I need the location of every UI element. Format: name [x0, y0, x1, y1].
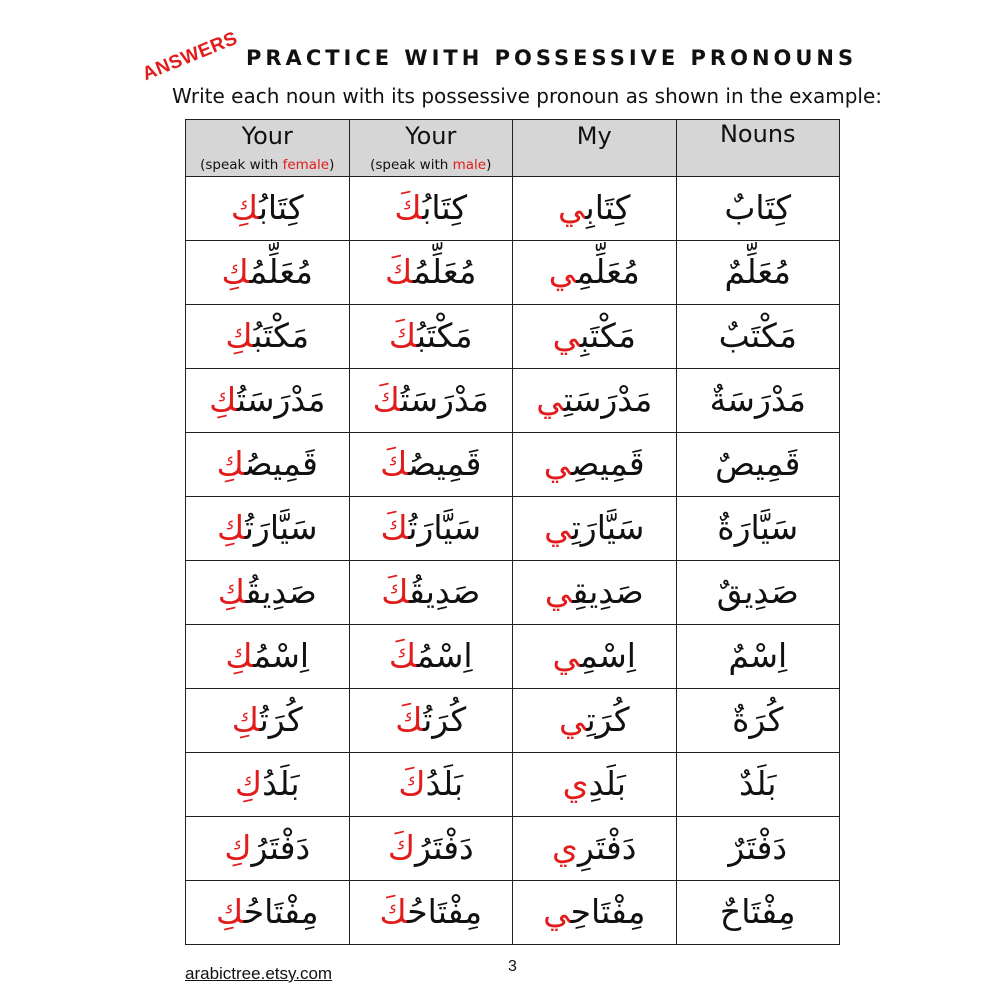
- cell-your-female-stem: مُعَلِّمُ: [249, 252, 313, 292]
- cell-my-stem: قَمِيصِ: [571, 444, 645, 484]
- cell-your-female: [186, 433, 350, 497]
- header-nouns-label: Nouns: [719, 120, 796, 148]
- cell-your-male: [349, 817, 513, 881]
- noun-word: صَدِيقٌ: [716, 572, 799, 612]
- answers-stamp: ANSWERS: [139, 27, 241, 86]
- cell-your-female: [186, 497, 350, 561]
- table-row: [186, 497, 840, 561]
- cell-your-female-stem: صَدِيقُ: [245, 572, 317, 612]
- table-row: [186, 241, 840, 305]
- noun-word: مَكْتَبٌ: [718, 316, 797, 356]
- cell-your-female-suffix: كِ: [221, 252, 250, 292]
- cell-your-male: [349, 433, 513, 497]
- table-row: [186, 881, 840, 945]
- noun-word: بَلَدٌ: [739, 764, 777, 804]
- header-row: [186, 120, 840, 177]
- cell-your-female-suffix: كِ: [216, 508, 245, 548]
- cell-your-male: [349, 625, 513, 689]
- cell-my: [513, 561, 677, 625]
- cell-noun: [676, 177, 840, 241]
- cell-your-female: [186, 625, 350, 689]
- cell-your-male-suffix: كَ: [394, 188, 423, 228]
- cell-your-male-suffix: كَ: [395, 700, 424, 740]
- cell-your-female-suffix: كِ: [225, 316, 254, 356]
- table-row: [186, 177, 840, 241]
- cell-noun: [676, 753, 840, 817]
- cell-your-female-suffix: كِ: [216, 444, 245, 484]
- noun-word: كِتَابٌ: [724, 188, 792, 228]
- cell-my-suffix: ي: [562, 764, 589, 804]
- table-row: [186, 689, 840, 753]
- cell-my: [513, 753, 677, 817]
- cell-your-male-suffix: كَ: [380, 508, 409, 548]
- noun-word: اِسْمٌ: [728, 636, 788, 676]
- cell-noun: [676, 369, 840, 433]
- cell-my-stem: دَفْتَرِ: [577, 828, 637, 868]
- page-title: PRACTICE WITH POSSESSIVE PRONOUNS: [246, 46, 858, 70]
- cell-your-female-suffix: كِ: [224, 828, 252, 868]
- header-your-female-label: Your: [241, 122, 293, 150]
- cell-my: [513, 817, 677, 881]
- table-row: [186, 817, 840, 881]
- cell-your-female-suffix: كِ: [217, 572, 246, 612]
- noun-word: قَمِيصٌ: [715, 444, 801, 484]
- cell-your-male-suffix: كَ: [372, 380, 401, 420]
- cell-your-male: [349, 689, 513, 753]
- cell-your-male: [349, 561, 513, 625]
- cell-my-suffix: ي: [552, 828, 578, 868]
- cell-your-male-suffix: كَ: [385, 252, 413, 292]
- cell-noun: [676, 881, 840, 945]
- cell-your-male-stem: مِفْتَاحُ: [407, 892, 483, 932]
- cell-your-female: [186, 241, 350, 305]
- cell-your-male: [349, 177, 513, 241]
- noun-word: سَيَّارَةٌ: [717, 508, 799, 548]
- cell-noun: [676, 689, 840, 753]
- cell-your-male-stem: سَيَّارَتُ: [408, 508, 482, 548]
- cell-my-stem: مُعَلِّمِ: [576, 252, 640, 292]
- cell-your-male-stem: صَدِيقُ: [409, 572, 481, 612]
- cell-your-male-suffix: كَ: [379, 892, 408, 932]
- cell-your-female: [186, 689, 350, 753]
- cell-my-stem: مَكْتَبِ: [580, 316, 636, 356]
- cell-your-female: [186, 305, 350, 369]
- cell-noun: [676, 561, 840, 625]
- cell-noun: [676, 433, 840, 497]
- cell-your-male-suffix: كَ: [381, 572, 410, 612]
- cell-your-male-suffix: كَ: [388, 316, 417, 356]
- cell-my-stem: صَدِيقِ: [572, 572, 644, 612]
- cell-your-male-stem: اِسْمُ: [416, 636, 473, 676]
- cell-your-female: [186, 177, 350, 241]
- cell-your-male-suffix: كَ: [388, 636, 417, 676]
- footer-shop-link[interactable]: arabictree.etsy.com: [185, 964, 333, 983]
- cell-your-female: [186, 369, 350, 433]
- cell-my-stem: اِسْمِ: [580, 636, 636, 676]
- cell-your-female-stem: كِتَابُ: [258, 188, 304, 228]
- cell-my-stem: مَدْرَسَتِ: [563, 380, 653, 420]
- cell-my: [513, 497, 677, 561]
- cell-your-male: [349, 369, 513, 433]
- noun-word: كُرَةٌ: [732, 700, 784, 740]
- cell-my-stem: كِتَابِ: [585, 188, 631, 228]
- cell-my-suffix: ي: [544, 572, 573, 612]
- cell-noun: [676, 305, 840, 369]
- table-row: [186, 305, 840, 369]
- noun-word: دَفْتَرٌ: [728, 828, 788, 868]
- header-your-male-note: (speak with male): [370, 157, 492, 173]
- cell-noun: [676, 241, 840, 305]
- cell-your-female-stem: قَمِيصُ: [244, 444, 318, 484]
- cell-your-female: [186, 881, 350, 945]
- cell-your-male-stem: كِتَابُ: [422, 188, 468, 228]
- cell-my: [513, 241, 677, 305]
- cell-your-male: [349, 881, 513, 945]
- header-my: [513, 120, 677, 177]
- cell-your-female-suffix: كِ: [234, 764, 263, 804]
- cell-your-female-stem: كُرَتُ: [259, 700, 303, 740]
- header-nouns: [676, 120, 840, 177]
- cell-your-male-suffix: كَ: [398, 764, 426, 804]
- table-row: [186, 561, 840, 625]
- cell-my-suffix: ي: [552, 316, 581, 356]
- cell-my-suffix: ي: [544, 508, 572, 548]
- cell-my: [513, 369, 677, 433]
- cell-noun: [676, 817, 840, 881]
- cell-your-female: [186, 561, 350, 625]
- cell-my-suffix: ي: [543, 892, 571, 932]
- cell-your-female-stem: سَيَّارَتُ: [244, 508, 318, 548]
- cell-your-female-stem: مِفْتَاحُ: [243, 892, 319, 932]
- cell-my-stem: بَلَدِ: [588, 764, 626, 804]
- header-my-label: My: [576, 122, 612, 150]
- table-row: [186, 625, 840, 689]
- table-body: [186, 177, 840, 945]
- cell-your-female: [186, 817, 350, 881]
- cell-your-female: [186, 753, 350, 817]
- cell-your-female-stem: دَفْتَرُ: [251, 828, 311, 868]
- header-your-male: [349, 120, 513, 177]
- noun-word: مِفْتَاحٌ: [719, 892, 796, 932]
- cell-your-female-suffix: كِ: [231, 700, 260, 740]
- cell-your-female-suffix: كِ: [225, 636, 254, 676]
- cell-my-suffix: ي: [548, 252, 577, 292]
- cell-my: [513, 177, 677, 241]
- cell-your-male-suffix: كَ: [387, 828, 416, 868]
- cell-your-male-stem: دَفْتَرُ: [415, 828, 474, 868]
- cell-my-stem: سَيَّارَتِ: [571, 508, 645, 548]
- cell-your-male-stem: قَمِيصُ: [407, 444, 482, 484]
- table-row: [186, 369, 840, 433]
- header-your-male-label: Your: [405, 122, 457, 150]
- cell-your-female-stem: بَلَدُ: [262, 764, 300, 804]
- cell-my-suffix: ي: [558, 700, 587, 740]
- header-your-female-note: (speak with female): [200, 157, 335, 173]
- cell-your-male: [349, 753, 513, 817]
- cell-noun: [676, 497, 840, 561]
- cell-your-female-stem: مَكْتَبُ: [253, 316, 310, 356]
- cell-your-male: [349, 305, 513, 369]
- instruction-text: Write each noun with its possessive pronoun as shown in the example:: [172, 84, 882, 108]
- page-number: 3: [508, 958, 517, 975]
- table-row: [186, 433, 840, 497]
- cell-your-male-stem: مُعَلِّمُ: [412, 252, 477, 292]
- cell-my: [513, 305, 677, 369]
- cell-your-male-stem: بَلَدُ: [425, 764, 464, 804]
- cell-my-stem: كُرَتِ: [586, 700, 630, 740]
- cell-your-female-suffix: كِ: [215, 892, 244, 932]
- cell-my: [513, 433, 677, 497]
- cell-my-stem: مِفْتَاحِ: [570, 892, 646, 932]
- cell-your-male-suffix: كَ: [380, 444, 408, 484]
- cell-my: [513, 625, 677, 689]
- cell-my-suffix: ي: [536, 380, 564, 420]
- cell-my-suffix: ي: [558, 188, 586, 228]
- cell-your-female-suffix: كِ: [230, 188, 259, 228]
- cell-your-male: [349, 241, 513, 305]
- cell-my-suffix: ي: [552, 636, 581, 676]
- cell-my: [513, 689, 677, 753]
- cell-your-male-stem: مَدْرَسَتُ: [400, 380, 489, 420]
- cell-your-female-stem: مَدْرَسَتُ: [236, 380, 326, 420]
- cell-my-suffix: ي: [543, 444, 572, 484]
- cell-your-female-stem: اِسْمُ: [253, 636, 310, 676]
- noun-word: مُعَلِّمٌ: [724, 252, 791, 292]
- cell-noun: [676, 625, 840, 689]
- cell-my: [513, 881, 677, 945]
- cell-your-male-stem: كُرَتُ: [423, 700, 467, 740]
- cell-your-male-stem: مَكْتَبُ: [416, 316, 473, 356]
- cell-your-female-suffix: كِ: [209, 380, 237, 420]
- cell-your-male: [349, 497, 513, 561]
- noun-word: مَدْرَسَةٌ: [709, 380, 806, 420]
- header-your-female: [186, 120, 350, 177]
- pronoun-table: [185, 119, 840, 945]
- table-row: [186, 753, 840, 817]
